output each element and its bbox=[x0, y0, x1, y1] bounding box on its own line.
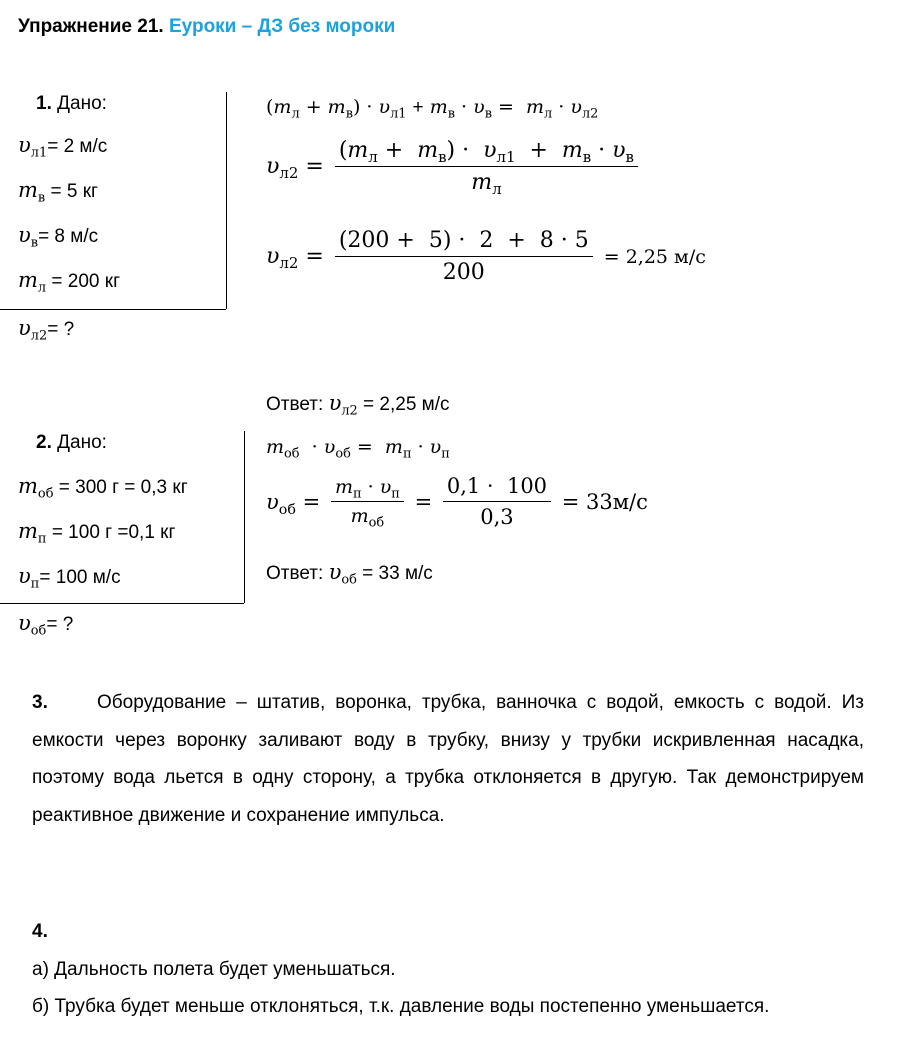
given-divider bbox=[0, 309, 226, 310]
equation-v-l2-formula: $\upsilon_{л2}$ = $\frac{(m_л + m_в) \cdot \upsilon_{л1} + m_в \cdot \upsilon_в}{m_л}$ bbox=[266, 138, 642, 195]
equation-momentum: $(m_л + m_в) \cdot \upsilon_{л1} + m_в \cdot \upsilon_в = m_л \cdot \upsilon_{л2}$ bbox=[266, 96, 599, 122]
equation-momentum-2: $m_{об} \cdot \upsilon_{об} = m_п \cdot \upsilon_п$ bbox=[266, 436, 450, 462]
problem1-answer: Ответ: $\upsilon_{л2} = 2,25$ м/с bbox=[266, 391, 450, 419]
problem4-number: 4. bbox=[32, 921, 48, 942]
given-separator bbox=[244, 431, 245, 603]
calc-result-1: = 2,25 м/с bbox=[603, 245, 706, 268]
find-v-ob: $\upsilon_{об}=$ ? bbox=[18, 611, 74, 639]
equation-v-l2-numeric: $\upsilon_{л2}$ = $\frac{(200 + 5) \cdot 2 + 8 \cdot 5}{200}$ = 2,25 м/с bbox=[266, 228, 706, 285]
given-m-v: $m_в = 5$ кг bbox=[18, 178, 98, 206]
given-m-l: $m_л = 200$ кг bbox=[18, 268, 121, 296]
given-m-p: $m_п = 100$ г =0,1 кг bbox=[18, 519, 176, 547]
problem3-number: 3. bbox=[32, 692, 48, 713]
calc-result-2: = 33м/с bbox=[561, 489, 648, 514]
given-v-p: $\upsilon_п= 100$ м/с bbox=[18, 564, 121, 592]
problem4-answer-a: а) Дальность полета будет уменьшаться. bbox=[32, 959, 396, 980]
equation-v-ob: $\upsilon_{об}$ = $\frac{m_п \cdot \upsilon_п}{m_{об}}$ = $\frac{0,1 \cdot 100}{0,3}$ = 33м/с bbox=[266, 474, 648, 531]
problem1-given-title: 1. Дано: bbox=[36, 93, 107, 114]
problem2-answer: Ответ: $\upsilon_{об} = 33$ м/с bbox=[266, 560, 433, 588]
given-divider bbox=[0, 603, 244, 604]
given-v-v: $\upsilon_в= 8$ м/с bbox=[18, 223, 99, 251]
problem4-answer-b: б) Трубка будет меньше отклоняться, т.к. давление воды постепенно уменьшается. bbox=[32, 996, 770, 1017]
problem2-given-title: 2. Дано: bbox=[36, 432, 107, 453]
problem3-paragraph bbox=[32, 684, 864, 834]
given-v-l1: $\upsilon_{л1}= 2$ м/с bbox=[18, 133, 108, 161]
page-header bbox=[18, 16, 395, 38]
find-v-l2: $\upsilon_{л2}=$ ? bbox=[18, 316, 75, 344]
problem3-text: Оборудование – штатив, воронка, трубка, ванночка с водой, емкость с водой. Из емкости через воронку заливают воду в трубку, внизу у трубки искривленная насадка, поэтому вода льется в одну сторону, а трубка отклоняется в другую. Так демонстрируем реактивное движение и сохранение импульса. bbox=[32, 692, 864, 826]
exercise-title: Упражнение 21. bbox=[18, 16, 164, 37]
given-separator bbox=[226, 92, 227, 309]
site-link[interactable]: Еуроки – ДЗ без мороки bbox=[168, 16, 396, 37]
given-m-ob: $m_{об} = 300$ г = 0,3 кг bbox=[18, 474, 188, 502]
